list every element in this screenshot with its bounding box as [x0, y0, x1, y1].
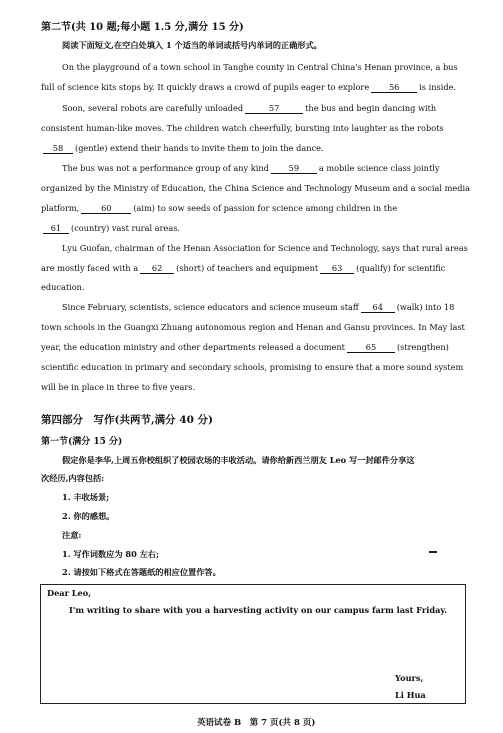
- passage-line: platform, 60 (aim) to sow seeds of passion for science among children in the: [41, 203, 398, 213]
- blank-60[interactable]: 60: [81, 204, 131, 214]
- passage-line: are mostly faced with a 62 (short) of teachers and equipment 63 (qualify) for scientific: [41, 263, 446, 273]
- blank-63[interactable]: 63: [320, 264, 354, 274]
- passage-line: education.: [41, 282, 85, 292]
- letter-greeting: Dear Leo,: [47, 588, 92, 598]
- note-item: 2. 请按如下格式在答题纸的相应位置作答。: [62, 567, 221, 577]
- letter-closing: Yours,: [395, 673, 424, 683]
- section-header: 第二节(共 10 题;每小题 1.5 分,满分 15 分): [41, 22, 244, 33]
- passage-line: Lyu Guofan, chairman of the Henan Association for Science and Technology, says that rural areas: [62, 243, 468, 253]
- prompt-item: 2. 你的感想。: [62, 511, 115, 521]
- scan-mark: [429, 551, 437, 553]
- letter-signature: Li Hua: [395, 690, 426, 700]
- writing-prompt: 次经历,内容包括:: [41, 473, 105, 483]
- passage-line: Since February, scientists, science educators and science museum staff 64 (walk) into 18: [62, 302, 455, 312]
- blank-56[interactable]: 56: [371, 83, 417, 93]
- page-footer: 英语试卷 B 第 7 页(共 8 页): [197, 718, 316, 728]
- letter-box[interactable]: [40, 584, 466, 704]
- blank-61[interactable]: 61: [43, 224, 69, 234]
- passage-line: organized by the Ministry of Education, the China Science and Technology Museum and a social media: [41, 183, 470, 193]
- passage-line: year, the education ministry and other departments released a document 65 (strengthen): [41, 342, 449, 352]
- blank-59[interactable]: 59: [271, 164, 317, 174]
- passage-line: consistent human-like moves. The children watch cheerfully, bursting into laughter as the robots: [41, 123, 444, 133]
- passage-line: will be in place in three to five years.: [41, 382, 196, 392]
- blank-65[interactable]: 65: [347, 343, 395, 353]
- passage-line: 61 (country) vast rural areas.: [41, 223, 180, 234]
- letter-opening: I'm writing to share with you a harvesting activity on our campus farm last Friday.: [69, 605, 448, 615]
- section-instruction: 阅读下面短文,在空白处填入 1 个适当的单词或括号内单词的正确形式。: [62, 40, 322, 50]
- prompt-item: 1. 丰收场景;: [62, 492, 110, 502]
- passage-line: scientific education in primary and secondary schools, promising to ensure that a more sound system: [41, 362, 464, 372]
- blank-57[interactable]: 57: [245, 104, 303, 114]
- note-item: 1. 写作词数应为 80 左右;: [62, 549, 160, 559]
- passage-line: town schools in the Guangxi Zhuang autonomous region and Henan and Gansu provinces. In May last: [41, 322, 465, 332]
- blank-58[interactable]: 58: [43, 144, 73, 154]
- passage-line: On the playground of a town school in Tanghe county in Central China's Henan province, a bus: [62, 62, 458, 72]
- passage-line: full of science kits stops by. It quickly draws a crowd of pupils eager to explore 56 is inside.: [41, 82, 457, 92]
- blank-62[interactable]: 62: [140, 264, 174, 274]
- blank-64[interactable]: 64: [361, 303, 395, 313]
- part4-subsection: 第一节(满分 15 分): [41, 437, 123, 447]
- part4-title: 第四部分 写作(共两节,满分 40 分): [41, 414, 214, 426]
- writing-prompt: 假定你是李华,上周五你校组织了校园农场的丰收活动。请你给新西兰朋友 Leo 写一封邮件分享这: [62, 455, 415, 465]
- passage-line: 58 (gentle) extend their hands to invite them to join the dance.: [41, 143, 324, 154]
- note-label: 注意:: [62, 530, 82, 540]
- passage-line: The bus was not a performance group of any kind 59 a mobile science class jointly: [62, 163, 440, 173]
- passage-line: Soon, several robots are carefully unloaded 57 the bus and begin dancing with: [62, 103, 437, 113]
